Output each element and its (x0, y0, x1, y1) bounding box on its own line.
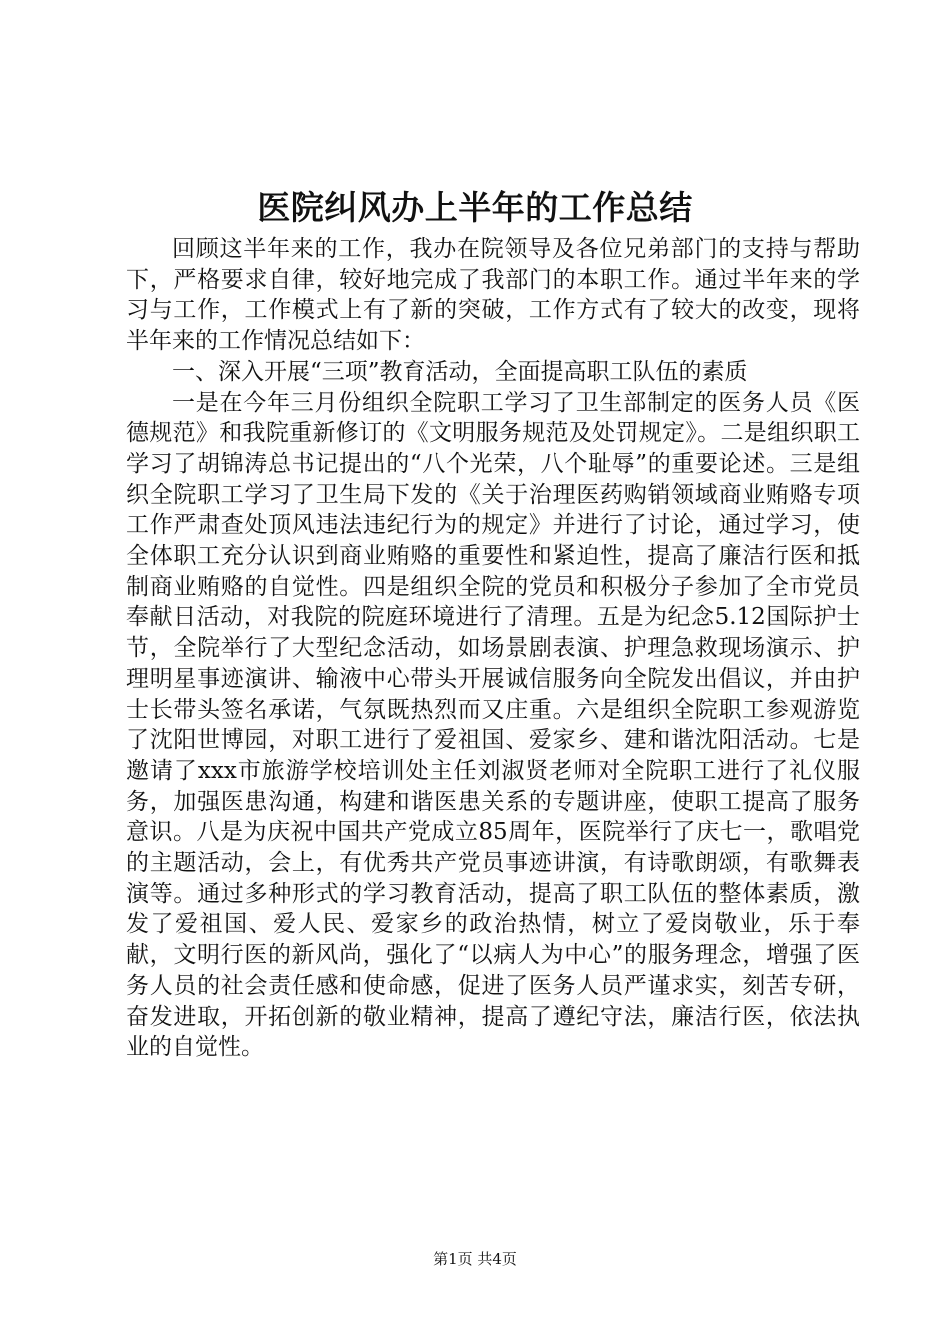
page-number-footer: 第1页 共4页 (433, 1250, 517, 1268)
document-title: 医院纠风办上半年的工作总结 (257, 188, 693, 227)
paragraph-section-heading: 一、深入开展“三项”教育活动，全面提高职工队伍的素质 (172, 358, 748, 385)
paragraph-intro: 回顾这半年来的工作，我办在院领导及各位兄弟部门的支持与帮助下，严格要求自律，较好地完成了我部门的本职工作。通过半年来的学习与工作，工作模式上有了新的突破，工作方式有了较大的改变，现将半年来的工作情况总结如下： (126, 236, 860, 355)
paragraph-activities: 一是在今年三月份组织全院职工学习了卫生部制定的医务人员《医德规范》和我院重新修订的《文明服务规范及处罚规定》。二是组织职工学习了胡锦涛总书记提出的“八个光荣，八个耻辱”的重要论述。三是组织全院职工学习了卫生局下发的《关于治理医药购销领域商业贿赂专项工作严肃查处顶风违法违纪行为的规定》并进行了讨论，通过学习，使全体职工充分认识到商业贿赂的重要性和紧迫性，提高了廉洁行医和抵制商业贿赂的自觉性。四是组织全院的党员和积极分子参加了全市党员奉献日活动，对我院的院庭环境进行了清理。五是为纪念5.12国际护士节，全院举行了大型纪念活动，如场景剧表演、护理急救现场演示、护理明星事迹演讲、输液中心带头开展诚信服务向全院发出倡议，并由护士长带头签名承诺，气氛既热烈而又庄重。六是组织全院职工参观游览了沈阳世博园，对职工进行了爱祖国、爱家乡、建和谐沈阳活动。七是邀请了xxx市旅游学校培训处主任刘淑贤老师对全院职工进行了礼仪服务，加强医患沟通，构建和谐医患关系的专题讲座，使职工提高了服务意识。八是为庆祝中国共产党成立85周年，医院举行了庆七一，歌唱党的主题活动，会上，有优秀共产党员事迹讲演，有诗歌朗颂，有歌舞表演等。通过多种形式的学习教育活动，提高了职工队伍的整体素质，激发了爱祖国、爱人民、爱家乡的政治热情，树立了爱岗敬业，乐于奉献，文明行医的新风尚，强化了“以病人为中心”的服务理念，增强了医务人员的社会责任感和使命感，促进了医务人员严谨求实，刻苦专研，奋发进取，开拓创新的敬业精神，提高了遵纪守法，廉洁行医，依法执业的自觉性。 (126, 389, 860, 1061)
document-body (126, 234, 860, 1063)
